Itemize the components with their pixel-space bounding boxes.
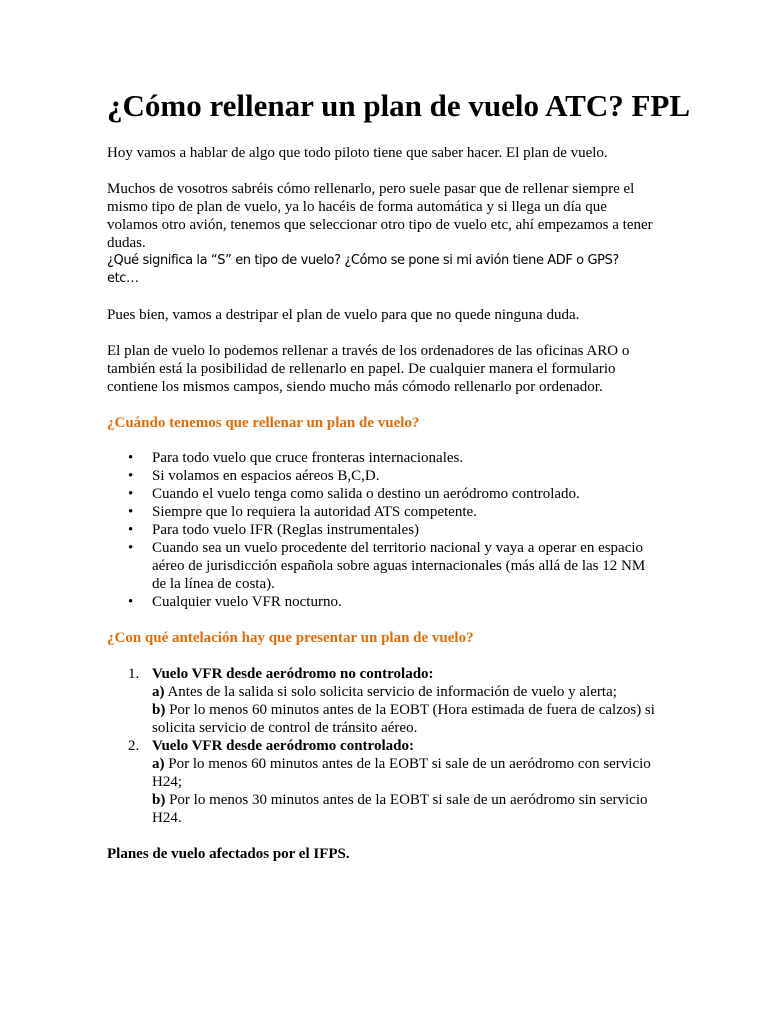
paragraph-intro-dissect: Pues bien, vamos a destripar el plan de vuelo para que no quede ninguna duda. [107, 306, 580, 323]
list-item [152, 521, 708, 539]
option-b [152, 701, 708, 719]
list-item-text: • Cuando sea un vuelo procedente del territorio nacional y vaya a operar en espacio [152, 539, 644, 556]
option-a [152, 683, 708, 701]
text-line: volamos otro avión, tenemos que seleccionar otro tipo de vuelo etc, ahí empezamos a tener [107, 216, 653, 233]
intro-paragraph: Hoy vamos a hablar de algo que todo piloto tiene que saber hacer. El plan de vuelo. [107, 144, 608, 161]
text-line: contiene los mismos campos, siendo mucho más cómodo rellenarlo por ordenador. [107, 378, 603, 395]
list-item-text: de la línea de costa). [152, 575, 275, 592]
text-line: dudas. [107, 234, 146, 251]
list-item-text: • Siempre que lo requiera la autoridad ATS competente. [152, 503, 477, 520]
page-title: ¿Cómo rellenar un plan de vuelo ATC? FPL [107, 88, 691, 123]
option-text: Antes de la salida si solo solicita servicio de información de vuelo y alerta; [167, 683, 617, 700]
text-line: El plan de vuelo lo podemos rellenar a través de los ordenadores de las oficinas ARO o [107, 342, 630, 359]
section-heading-ifps: Planes de vuelo afectados por el IFPS. [107, 845, 350, 862]
list-item-title: Vuelo VFR desde aeródromo controlado: [152, 737, 414, 754]
list-item [128, 737, 708, 827]
list-item-text: • Para todo vuelo que cruce fronteras internacionales. [152, 449, 464, 466]
option-label: a) [152, 755, 165, 772]
list-number: 2. [128, 737, 140, 754]
option-b [152, 791, 708, 809]
list-item [128, 665, 708, 737]
list-item [152, 593, 708, 611]
text-line: Muchos de vosotros sabréis cómo rellenarlo, pero suele pasar que de rellenar siempre el [107, 180, 635, 197]
text-line: también está la posibilidad de rellenarlo en papel. De cualquier manera el formulario [107, 360, 616, 377]
option-a [152, 755, 708, 773]
option-label: a) [152, 683, 165, 700]
question-line: etc… [107, 270, 139, 286]
list-item-text: • Si volamos en espacios aéreos B,C,D. [152, 467, 380, 484]
list-item-text: • Cualquier vuelo VFR nocturno. [152, 593, 342, 610]
option-text: solicita servicio de control de tránsito aéreo. [152, 719, 418, 736]
option-text: Por lo menos 60 minutos antes de la EOBT si sale de un aeródromo con servicio [168, 755, 651, 772]
section-heading-advance: ¿Con qué antelación hay que presentar un plan de vuelo? [107, 629, 474, 646]
text-line: mismo tipo de plan de vuelo, ya lo hacéis de forma automática y si llega un día que [107, 198, 607, 215]
question-line: ¿Qué significa la “S” en tipo de vuelo? ¿Cómo se pone si mi avión tiene ADF o GPS? [107, 252, 619, 268]
list-item [152, 485, 708, 503]
option-text: H24. [152, 809, 182, 826]
list-item-text: • Cuando el vuelo tenga como salida o destino un aeródromo controlado. [152, 485, 580, 502]
when-list [107, 449, 708, 611]
list-item [152, 503, 708, 521]
paragraph-aro [107, 342, 708, 396]
paragraph-doubts [107, 180, 708, 288]
option-text: Por lo menos 30 minutos antes de la EOBT si sale de un aeródromo sin servicio [169, 791, 648, 808]
option-text: H24; [152, 773, 182, 790]
option-label: b) [152, 701, 166, 718]
option-text: Por lo menos 60 minutos antes de la EOBT (Hora estimada de fuera de calzos) si [169, 701, 655, 718]
list-item [152, 467, 708, 485]
list-item [152, 449, 708, 467]
list-item-text: • Para todo vuelo IFR (Reglas instrumentales) [152, 521, 420, 538]
option-label: b) [152, 791, 166, 808]
list-number: 1. [128, 665, 140, 682]
section-heading-when: ¿Cuándo tenemos que rellenar un plan de vuelo? [107, 414, 420, 431]
list-item-title: Vuelo VFR desde aeródromo no controlado: [152, 665, 434, 682]
list-item-text: aéreo de jurisdicción española sobre aguas internacionales (más allá de las 12 NM [152, 557, 646, 574]
list-item [152, 539, 708, 593]
advance-list [107, 665, 708, 827]
